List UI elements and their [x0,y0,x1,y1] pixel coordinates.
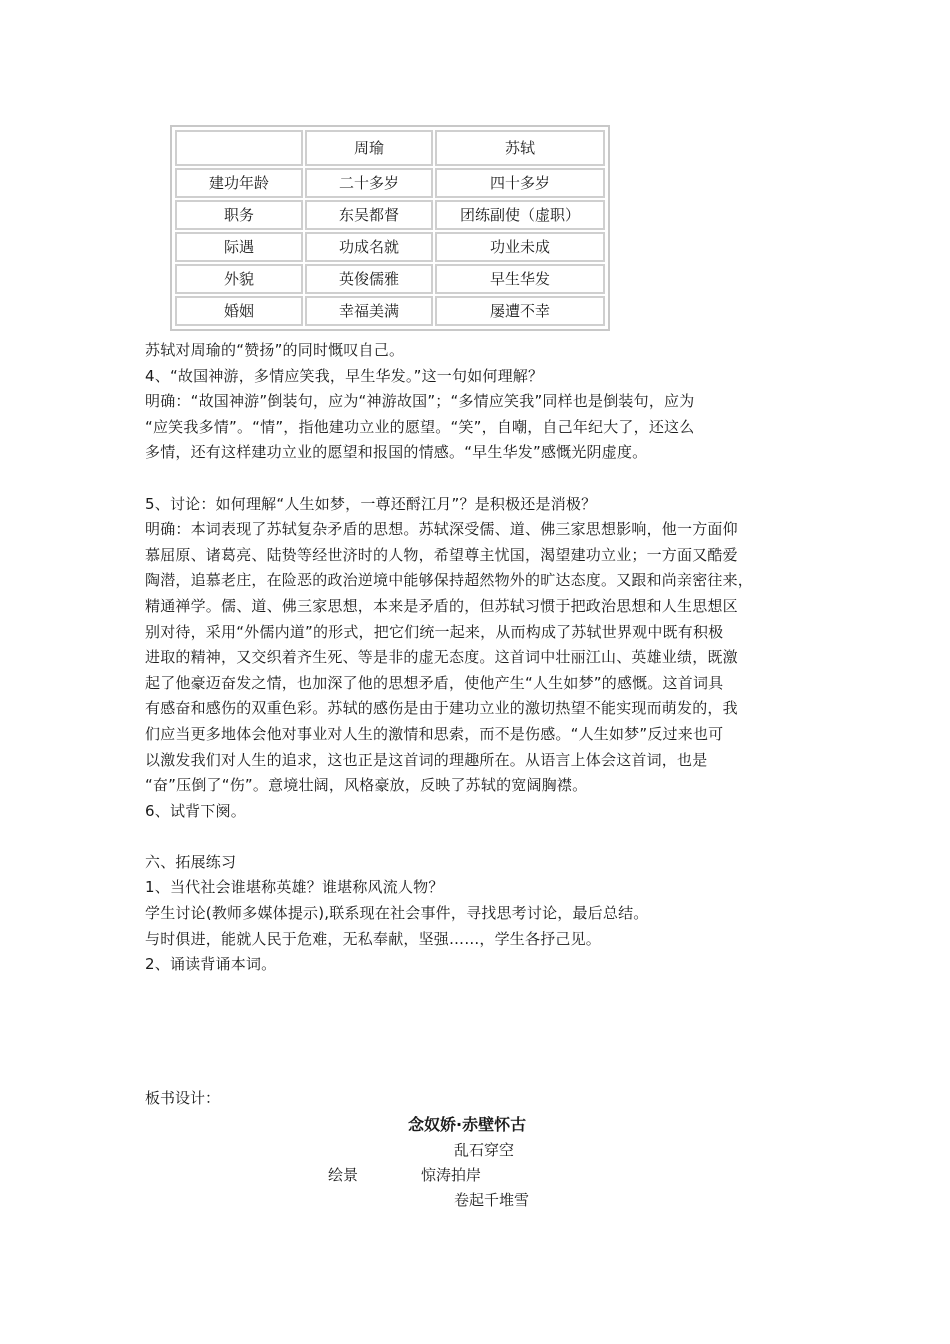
answer-5-line: 别对待，采用“外儒内道”的形式，把它们统一起来，从而构成了苏轼世界观中既有积极 [145,622,724,641]
table-row [175,168,605,198]
blank-line [145,824,815,850]
section-heading: 六、拓展练习 [145,852,237,871]
table-cell: 四十多岁 [435,168,605,198]
table-cell: 际遇 [175,232,303,262]
answer-5-line: 明确：本词表现了苏轼复杂矛盾的思想。苏轼深受儒、道、佛三家思想影响，他一方面仰 [145,520,738,539]
table-cell: 婚姻 [175,296,303,326]
answer-5-line: 陶潜，追慕老庄，在险恶的政治逆境中能够保持超然物外的旷达态度。又跟和尚亲密往来， [145,571,754,590]
table-cell: 建功年龄 [175,168,303,198]
exercise-line: 2、诵读背诵本词。 [145,955,277,974]
table-row [175,200,605,230]
question-4: 4、“故国神游，多情应笑我，早生华发。”这一句如何理解？ [145,366,544,385]
table-cell: 二十多岁 [305,168,433,198]
board-scene-label: 绘景 [328,1166,359,1184]
answer-5-line: 进取的精神，又交织着齐生死、等是非的虚无态度。这首词中壮丽江山、英雄业绩，既激 [145,648,738,667]
table-cell: 功成名就 [305,232,433,262]
answer-5-line: “奋”压倒了“伤”。意境壮阔，风格豪放，反映了苏轼的宽阔胸襟。 [145,776,588,795]
answer-5-line: 慕屈原、诸葛亮、陆贽等经世济时的人物，希望尊主忧国，渴望建功立业；一方面又酷爱 [145,545,738,564]
answer-4-line: “应笑我多情”。“情”，指他建功立业的愿望。“笑”，自嘲，自己年纪大了，还这么 [145,417,695,436]
table-row [175,296,605,326]
answer-4-line: 明确：“故国神游”倒装句，应为“神游故国”；“多情应笑我”同样也是倒装句，应为 [145,392,695,411]
body-text-block-1 [145,338,815,978]
answer-5-line: 有感奋和感伤的双重色彩。苏轼的感伤是由于建功立业的激切热望不能实现而萌发的，我 [145,699,738,718]
exercise-line: 学生讨论(教师多媒体提示),联系现在社会事件，寻找思考讨论，最后总结。 [145,904,649,923]
table-header-row [175,130,605,166]
table-row [175,232,605,262]
exercise-line: 与时俱进，能就人民于危难，无私奉献，坚强……，学生各抒己见。 [145,929,602,948]
table-cell: 职务 [175,200,303,230]
table-cell: 东吴都督 [305,200,433,230]
question-5: 5、讨论：如何理解“人生如梦，一尊还酹江月”？是积极还是消极？ [145,494,597,513]
board-title: 念奴娇·赤壁怀古 [408,1115,527,1134]
summary-line: 苏轼对周瑜的“赞扬”的同时慨叹自己。 [145,341,405,359]
table-header-cell: 周瑜 [305,130,433,166]
answer-4-line: 多情，还有这样建功立业的愿望和报国的情感。“早生华发”感慨光阴虚度。 [145,443,648,462]
answer-5-line: 精通禅学。儒、道、佛三家思想，本来是矛盾的，但苏轼习惯于把政治思想和人生思想区 [145,596,738,615]
answer-5-line: 以激发我们对人生的追求，这也正是这首词的理趣所在。从语言上体会这首词，也是 [145,750,708,769]
answer-5-line: 起了他豪迈奋发之情，也加深了他的思想矛盾，使他产生“人生如梦”的感慨。这首词具 [145,673,724,692]
question-6: 6、试背下阕。 [145,801,246,820]
table-cell: 英俊儒雅 [305,264,433,294]
table-header-cell: 苏轼 [435,130,605,166]
table-row [175,264,605,294]
exercise-line: 1、当代社会谁堪称英雄？谁堪称风流人物？ [145,878,444,897]
table-cell: 早生华发 [435,264,605,294]
board-line-3: 卷起千堆雪 [454,1191,530,1209]
comparison-table [170,125,610,331]
board-line-1: 乱石穿空 [454,1141,515,1159]
board-line-2: 惊涛拍岸 [421,1166,482,1184]
table-header-cell [175,130,303,166]
board-design-label: 板书设计： [145,1089,221,1107]
table-cell: 屡遭不幸 [435,296,605,326]
table-cell: 幸福美满 [305,296,433,326]
table-cell: 团练副使（虚职） [435,200,605,230]
answer-5-line: 们应当更多地体会他对事业对人生的激情和思索，而不是伤感。“人生如梦”反过来也可 [145,724,724,743]
table-cell: 外貌 [175,264,303,294]
table-cell: 功业未成 [435,232,605,262]
blank-line [145,466,815,492]
